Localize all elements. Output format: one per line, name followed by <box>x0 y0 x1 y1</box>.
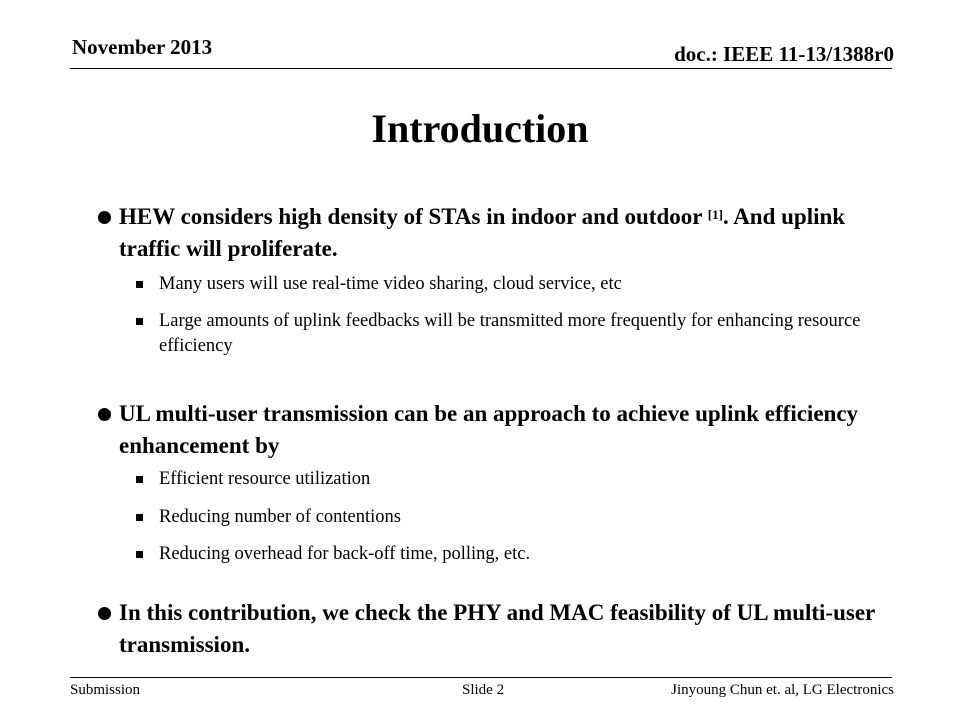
bullet-1-text-after: . And uplink traffic will proliferate. <box>119 204 846 261</box>
bullet-1-text <box>119 201 899 265</box>
bullet-dot-icon <box>98 211 111 224</box>
header-date: November 2013 <box>72 35 213 59</box>
header-divider <box>70 68 892 69</box>
header-doc-id: doc.: IEEE 11-13/1388r0 <box>674 42 894 66</box>
bullet-3-text: In this contribution, we check the PHY and MAC feasibility of UL multi-user transmission. <box>119 600 875 657</box>
bullet-1-text-main: HEW considers high density of STAs in indoor and outdoor <box>119 204 703 229</box>
bullet-1-reference: [1] <box>707 207 723 222</box>
sub-bullet-1-1-text: Many users will use real-time video sharing, cloud service, etc <box>159 274 622 294</box>
sub-bullet-2-2-text: Reducing number of contentions <box>159 507 401 527</box>
footer-divider <box>70 677 892 678</box>
square-bullet-icon <box>136 318 143 325</box>
bullet-dot-icon <box>98 607 111 620</box>
footer-submission: Submission <box>70 682 141 698</box>
bullet-2-text: UL multi-user transmission can be an approach to achieve uplink efficiency enhancement by <box>119 401 859 458</box>
footer-slide-number: Slide 2 <box>462 682 505 698</box>
sub-bullet-1-2-text: Large amounts of uplink feedbacks will be transmitted more frequently for enhancing resource efficiency <box>159 311 861 356</box>
sub-bullet-2-3-text: Reducing overhead for back-off time, polling, etc. <box>159 544 531 564</box>
square-bullet-icon <box>136 281 143 288</box>
slide-title: Introduction <box>371 106 589 151</box>
square-bullet-icon <box>136 551 143 558</box>
sub-bullet-2-1-text: Efficient resource utilization <box>159 469 371 489</box>
bullet-dot-icon <box>98 408 111 421</box>
footer-author: Jinyoung Chun et. al, LG Electronics <box>671 682 894 698</box>
square-bullet-icon <box>136 514 143 521</box>
square-bullet-icon <box>136 476 143 483</box>
